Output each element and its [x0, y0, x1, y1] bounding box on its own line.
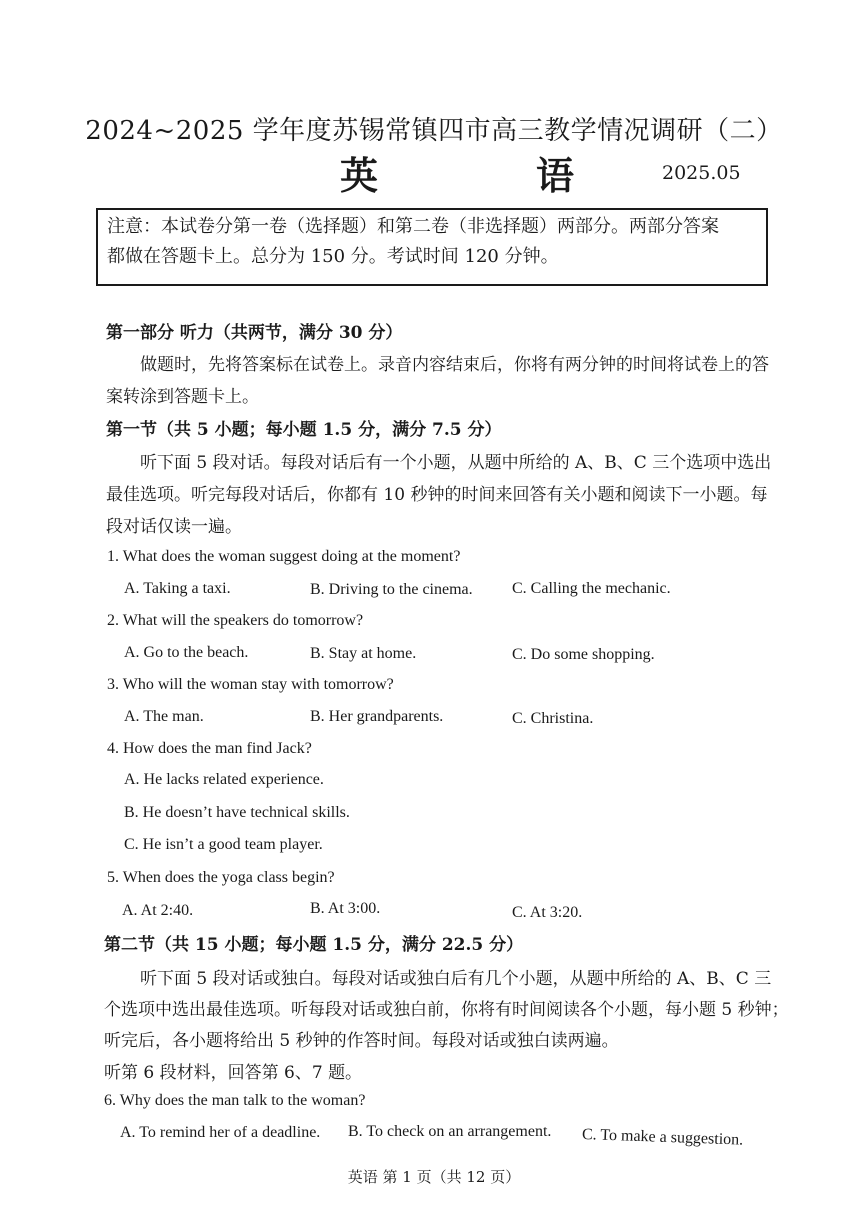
- notice-line-2: 都做在答题卡上。总分为 150 分。考试时间 120 分钟。: [107, 246, 559, 267]
- option-b: B. He doesn’t have technical skills.: [124, 804, 350, 821]
- option-b: B. Driving to the cinema.: [310, 581, 473, 598]
- option-a: A. To remind her of a deadline.: [120, 1124, 321, 1141]
- section1-heading: 第一节（共 5 小题；每小题 1.5 分，满分 7.5 分）: [106, 420, 502, 440]
- option-a: A. At 2:40.: [122, 902, 194, 919]
- exam-date: 2025.05: [662, 162, 741, 184]
- material-6-label: 听第 6 段材料，回答第 6、7 题。: [104, 1063, 363, 1083]
- option-a: A. Go to the beach.: [124, 644, 249, 661]
- option-c: C. At 3:20.: [512, 904, 583, 921]
- section2-intro-line-2: 个选项中选出最佳选项。听每段对话或独白前，你将有时间阅读各个小题，每小题 5 秒钟；: [104, 1000, 789, 1020]
- part1-intro-line-1: 做题时，先将答案标在试卷上。录音内容结束后，你将有两分钟的时间将试卷上的答: [140, 355, 769, 375]
- part1-heading: 第一部分 听力（共两节，满分 30 分）: [106, 323, 403, 343]
- question-stem: 2. What will the speakers do tomorrow?: [107, 612, 364, 629]
- option-c: C. He isn’t a good team player.: [124, 836, 323, 853]
- option-c: C. Do some shopping.: [512, 646, 655, 663]
- section1-intro-line-2: 最佳选项。听完每段对话后，你都有 10 秒钟的时间来回答有关小题和阅读下一小题。每: [106, 485, 768, 505]
- option-b: B. Stay at home.: [310, 645, 417, 662]
- option-c: C. To make a suggestion.: [581, 1126, 744, 1149]
- option-c: C. Christina.: [512, 710, 594, 727]
- section1-intro-line-1: 听下面 5 段对话。每段对话后有一个小题，从题中所给的 A、B、C 三个选项中选出: [140, 453, 772, 473]
- option-a: A. The man.: [124, 708, 204, 725]
- question-stem: 1. What does the woman suggest doing at the moment?: [107, 548, 461, 565]
- question-stem: 3. Who will the woman stay with tomorrow?: [107, 676, 394, 693]
- section2-intro-line-3: 听完后，各小题将给出 5 秒钟的作答时间。每段对话或独白读两遍。: [104, 1031, 619, 1051]
- option-a: A. Taking a taxi.: [124, 580, 231, 597]
- part1-intro-line-2: 案转涂到答题卡上。: [106, 387, 259, 407]
- question-stem: 5. When does the yoga class begin?: [107, 869, 335, 886]
- exam-title: 2024~2025 学年度苏锡常镇四市高三教学情况调研（二）: [85, 116, 783, 146]
- notice-line-1: 注意：本试卷分第一卷（选择题）和第二卷（非选择题）两部分。两部分答案: [107, 216, 719, 237]
- option-b: B. To check on an arrangement.: [348, 1123, 552, 1140]
- option-b: B. Her grandparents.: [310, 708, 444, 725]
- question-stem: 6. Why does the man talk to the woman?: [104, 1092, 366, 1109]
- page-footer: 英语 第 1 页（共 12 页）: [347, 1168, 521, 1186]
- question-stem: 4. How does the man find Jack?: [107, 740, 312, 757]
- section1-intro-line-3: 段对话仅读一遍。: [106, 517, 242, 537]
- section2-heading: 第二节（共 15 小题；每小题 1.5 分，满分 22.5 分）: [104, 935, 524, 955]
- option-b: B. At 3:00.: [310, 900, 381, 917]
- option-a: A. He lacks related experience.: [124, 771, 324, 788]
- section2-intro-line-1: 听下面 5 段对话或独白。每段对话或独白后有几个小题，从题中所给的 A、B、C 三: [140, 969, 772, 989]
- subject-title: 英 语: [340, 153, 635, 198]
- option-c: C. Calling the mechanic.: [512, 580, 671, 597]
- notice-box: [96, 208, 768, 286]
